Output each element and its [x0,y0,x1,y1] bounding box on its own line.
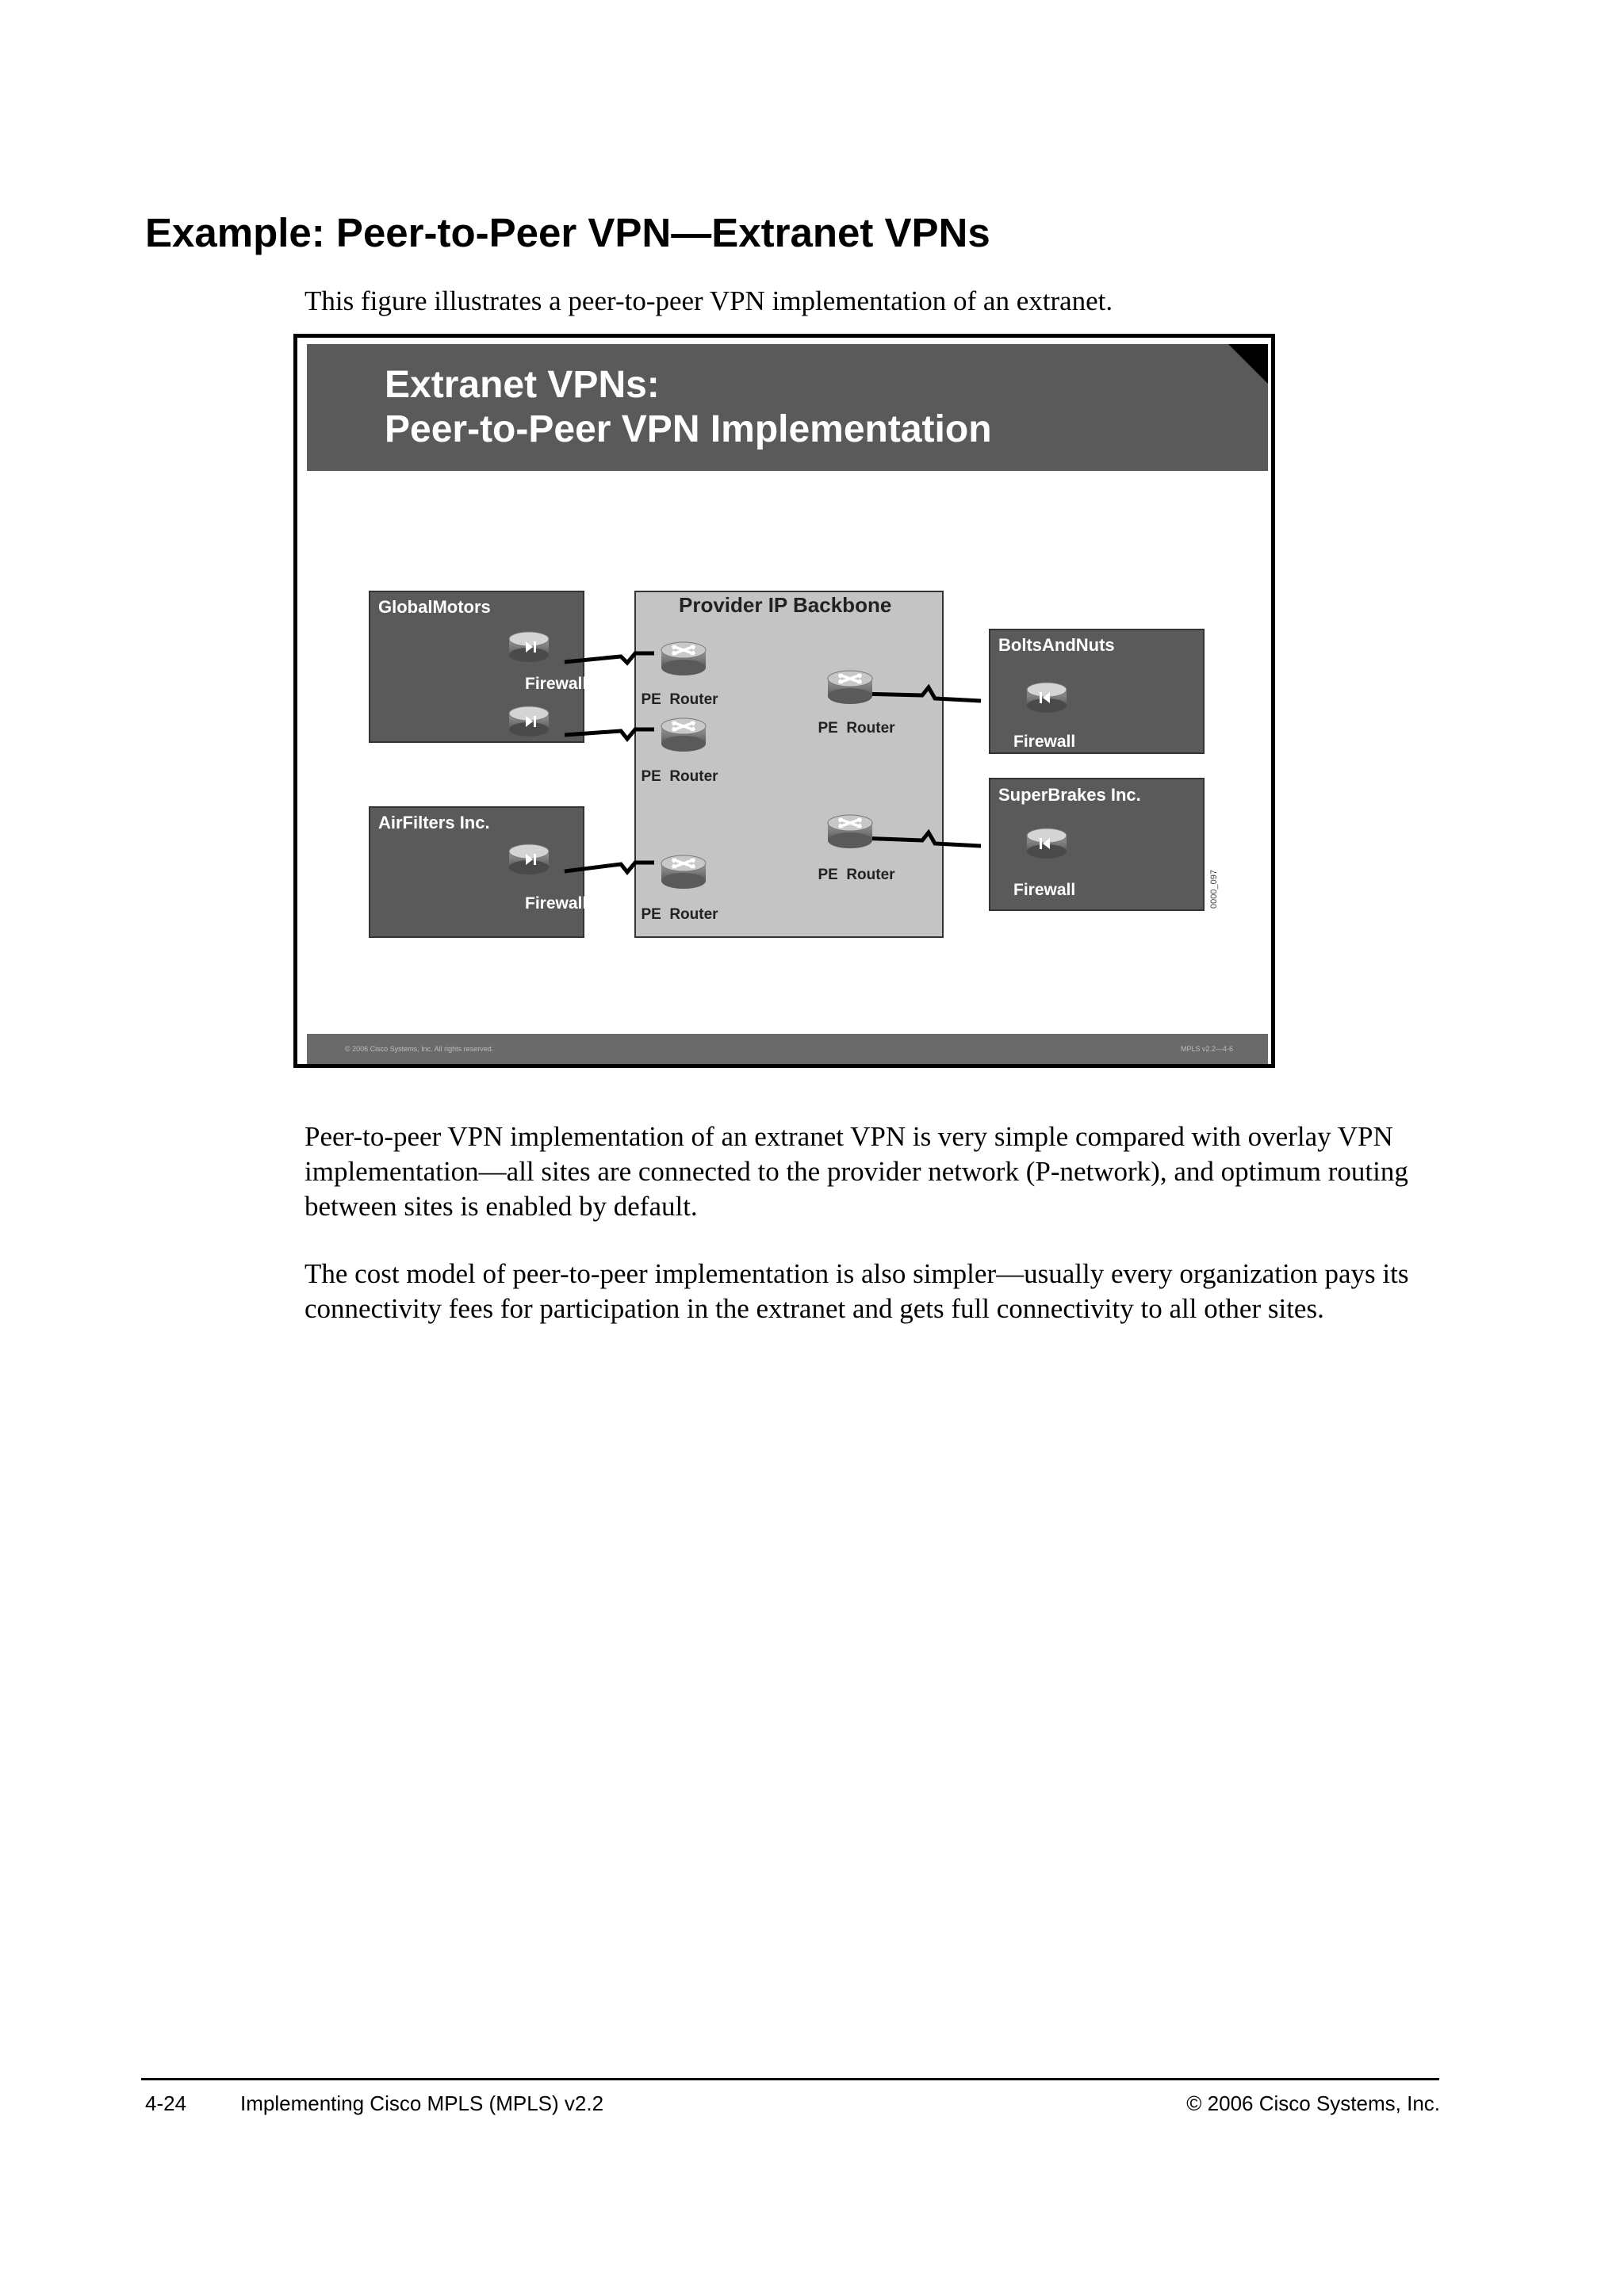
firewall-icon [509,844,549,874]
firewall-label: Firewall [1013,733,1076,751]
site-boltsandnuts-label: BoltsAndNuts [998,635,1115,655]
pe-router-icon [828,815,872,848]
slide-title-line2: Peer-to-Peer VPN Implementation [385,408,992,450]
firewall-label: Firewall [525,675,588,693]
pe-router-label: PE Router [818,720,895,737]
footer-rule [141,2078,1439,2080]
pe-router-label: PE Router [641,691,718,708]
firewall-label: Firewall [525,894,588,913]
body-paragraph-1: Peer-to-peer VPN implementation of an extranet VPN is very simple compared with overlay VPN implementation—all sites are connected to the provider network (P-network), and optimum routing between sites is enabled by default. [304,1121,1408,1222]
firewall-icon [1027,683,1067,713]
slide-title-line1: Extranet VPNs: [385,364,660,406]
body-paragraph-2: The cost model of peer-to-peer implementation is also simpler—usually every organization pays its connectivity fees for participation in the extranet and gets full connectivity to all other sites. [304,1258,1409,1324]
pe-router-icon [661,855,706,889]
section-heading: Example: Peer-to-Peer VPN—Extranet VPNs [145,210,990,255]
footer-page-number: 4-24 [145,2091,187,2115]
pe-router-label: PE Router [641,768,718,785]
firewall-label: Firewall [1013,881,1076,899]
extranet-diagram [297,338,1271,1064]
pe-router-label: PE Router [818,867,895,883]
site-globalmotors-label: GlobalMotors [378,597,491,617]
pe-router-icon [661,642,706,675]
site-superbrakes-label: SuperBrakes Inc. [998,785,1141,805]
firewall-icon [509,632,549,662]
firewall-icon [1027,828,1067,859]
pe-router-icon [828,671,872,704]
slide-footer [307,1034,1268,1064]
firewall-label: Firewall [525,758,588,776]
figure-id: 0000_097 [1209,870,1219,909]
backbone-label: Provider IP Backbone [679,593,892,617]
slide-footer-copyright: © 2006 Cisco Systems, Inc. All rights reserved. [345,1045,494,1053]
footer-course-title: Implementing Cisco MPLS (MPLS) v2.2 [240,2091,604,2115]
site-airfilters-label: AirFilters Inc. [378,813,490,832]
slide-footer-code: MPLS v2.2—4-6 [1180,1045,1233,1053]
pe-router-icon [661,718,706,752]
slide-figure [293,334,1275,1068]
firewall-icon [509,706,549,737]
pe-router-label: PE Router [641,906,718,923]
intro-text: This figure illustrates a peer-to-peer VPN implementation of an extranet. [304,285,1113,316]
footer-copyright: © 2006 Cisco Systems, Inc. [1186,2091,1440,2115]
